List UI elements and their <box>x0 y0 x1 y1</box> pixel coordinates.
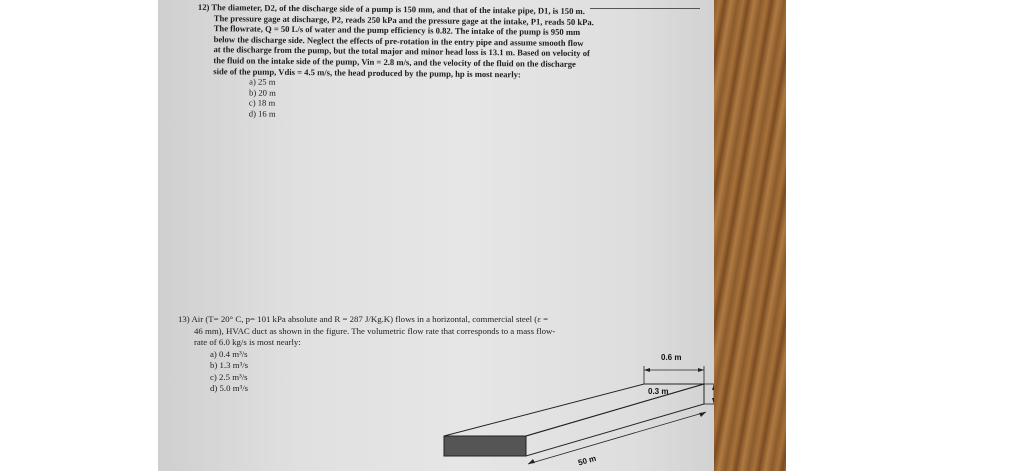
wooden-table-edge <box>714 0 786 471</box>
q12-line: the fluid on the intake side of the pump, Vin = 2.8 m/s, and the velocity of the fluid on the discharge <box>213 55 576 69</box>
q13-line: 46 mm), HVAC duct as shown in the figure. The volumetric flow rate that corresponds to a mass flow- <box>194 325 556 336</box>
right-margin <box>786 0 1024 471</box>
q13-option-a: a) 0.4 m³/s <box>210 348 248 359</box>
q12-option-a: a) 25 m <box>249 76 276 87</box>
length-dimension-line <box>528 412 706 464</box>
q12-line: 12) The diameter, D2, of the discharge side of a pump is 150 mm, and that of the intake pipe, D1, is 150 m. <box>197 2 585 17</box>
left-margin <box>0 0 158 471</box>
q13-option-d: d) 5.0 m³/s <box>210 383 249 393</box>
arrow-head <box>644 368 650 372</box>
q12-line: The pressure gage at discharge, P2, reads 250 kPa and the pressure gage at the intake, P1, reads 50 kPa. <box>213 12 594 27</box>
q12-option-c: c) 18 m <box>248 97 276 109</box>
q12-line: below the discharge side. Neglect the effects of pre-rotation in the entry pipe and assume smooth flow <box>213 33 584 48</box>
q13-option-c: c) 2.5 m³/s <box>210 371 248 382</box>
height-label: 0.3 m <box>648 387 669 396</box>
q12-option-d: d) 16 m <box>248 108 276 119</box>
question-12 <box>197 2 668 123</box>
q13-option-b: b) 1.3 m³/s <box>210 360 249 370</box>
q12-line: The flowrate, Q = 50 L/s of water and the pump efficiency is 0.82. The intake of the pump is 950 mm <box>213 23 581 38</box>
height-label-wrapper <box>648 381 668 399</box>
q13-line: rate of 6.0 kg/s is most nearly: <box>194 337 301 347</box>
arrow-head <box>698 368 704 372</box>
q12-option-b: b) 20 m <box>249 87 276 98</box>
length-label: 50 m <box>577 453 598 468</box>
width-label: 0.6 m <box>661 353 682 362</box>
q12-options <box>197 76 667 123</box>
arrow-head <box>699 412 706 417</box>
duct-figure <box>428 340 714 471</box>
paper-page <box>158 0 714 471</box>
duct-cross-section <box>444 436 526 456</box>
q12-line: at the discharge from the pump, but the total major and minor head loss is 13.1 m. Based on velocity of <box>213 44 591 59</box>
q13-line: 13) Air (T= 20° C, p= 101 kPa absolute and R = 287 J/Kg.K) flows in a horizontal, commercial steel (ε = <box>178 314 549 324</box>
q12-line: side of the pump, Vdis = 4.5 m/s, the head produced by the pump, hp is most nearly: <box>213 65 521 79</box>
arrow-head <box>528 459 535 464</box>
